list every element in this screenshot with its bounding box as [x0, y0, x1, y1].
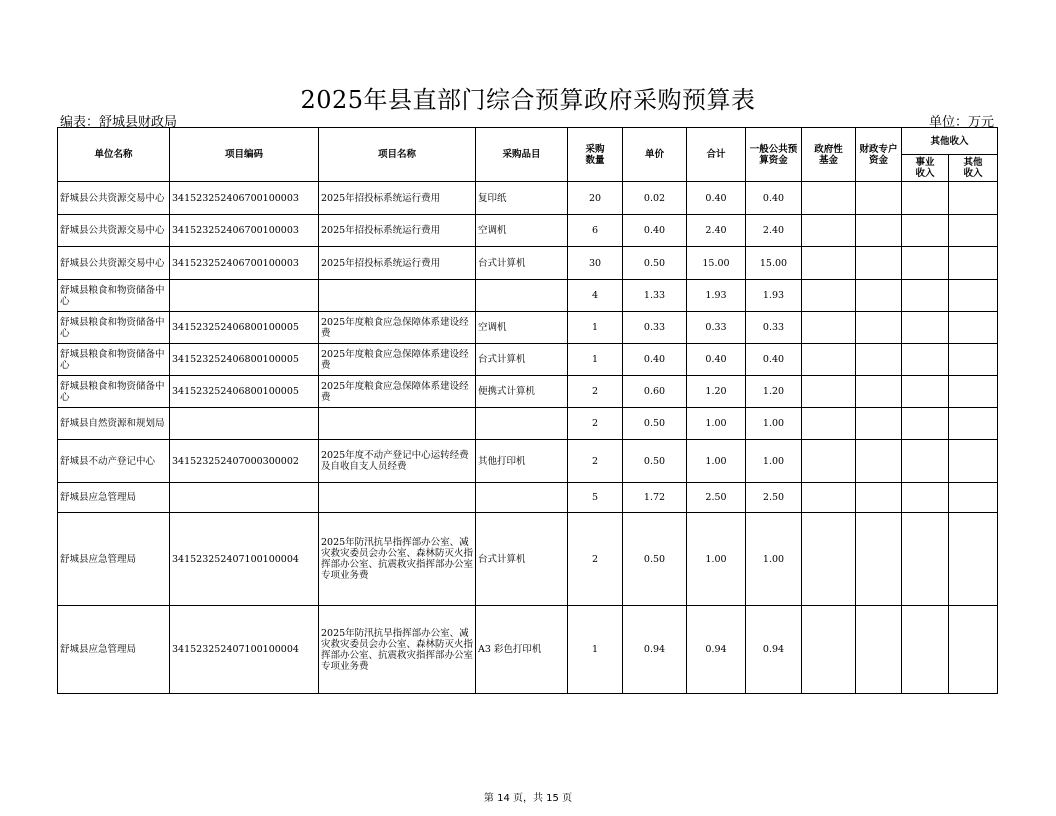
header-government-fund: 政府性 基金: [802, 128, 856, 182]
header-quantity: 采购 数量: [568, 128, 623, 182]
procurement-item-cell: 台式计算机: [476, 344, 568, 376]
other-income-cell: [949, 606, 998, 694]
unit-price-cell: 0.50: [623, 408, 687, 440]
header-other-income-group: 其他收入: [902, 128, 998, 155]
project-name-cell: 2025年招投标系统运行费用: [319, 215, 476, 247]
special-account-cell: [856, 483, 902, 513]
unit-name-cell: 舒城县公共资源交易中心: [58, 215, 170, 247]
project-code-cell: 341523252406800100005: [170, 344, 319, 376]
table-row: [58, 247, 998, 280]
procurement-item-cell: 空调机: [476, 215, 568, 247]
header-other-income: 其他 收入: [949, 155, 998, 182]
quantity-cell: 2: [568, 513, 623, 606]
table-row: [58, 376, 998, 408]
procurement-item-cell: 台式计算机: [476, 247, 568, 280]
quantity-cell: 1: [568, 344, 623, 376]
unit-name-cell: 舒城县粮食和物资储备中心: [58, 376, 170, 408]
table-row: [58, 215, 998, 247]
total-cell: 1.20: [687, 376, 746, 408]
project-name-cell: [319, 280, 476, 312]
project-code-cell: [170, 408, 319, 440]
unit-name-cell: 舒城县应急管理局: [58, 483, 170, 513]
total-cell: 1.00: [687, 513, 746, 606]
project-name-cell: 2025年招投标系统运行费用: [319, 247, 476, 280]
unit-name-cell: 舒城县公共资源交易中心: [58, 247, 170, 280]
total-cell: 2.40: [687, 215, 746, 247]
government-fund-cell: [802, 247, 856, 280]
other-income-cell: [949, 215, 998, 247]
special-account-cell: [856, 376, 902, 408]
government-fund-cell: [802, 280, 856, 312]
other-income-cell: [949, 408, 998, 440]
table-row: [58, 483, 998, 513]
quantity-cell: 6: [568, 215, 623, 247]
unit-price-cell: 0.02: [623, 182, 687, 215]
table-body: [58, 182, 998, 694]
other-income-cell: [949, 376, 998, 408]
total-cell: 2.50: [687, 483, 746, 513]
project-name-cell: 2025年防汛抗旱指挥部办公室、减灾救灾委员会办公室、森林防灭火指挥部办公室、抗震救灾指挥部办公室专项业务费: [319, 513, 476, 606]
header-unit-name: 单位名称: [58, 128, 170, 182]
total-cell: 0.94: [687, 606, 746, 694]
table-row: [58, 440, 998, 483]
document-title: 2025年县直部门综合预算政府采购预算表: [300, 86, 756, 114]
quantity-cell: 20: [568, 182, 623, 215]
business-income-cell: [902, 312, 949, 344]
total-cell: 1.93: [687, 280, 746, 312]
general-budget-cell: 1.93: [746, 280, 802, 312]
procurement-item-cell: [476, 483, 568, 513]
unit-price-cell: 1.72: [623, 483, 687, 513]
unit-price-cell: 1.33: [623, 280, 687, 312]
other-income-cell: [949, 440, 998, 483]
other-income-cell: [949, 280, 998, 312]
procurement-item-cell: 台式计算机: [476, 513, 568, 606]
header-special-account: 财政专户 资金: [856, 128, 902, 182]
total-cell: 0.40: [687, 182, 746, 215]
procurement-item-cell: [476, 280, 568, 312]
procurement-budget-table: [57, 127, 998, 694]
special-account-cell: [856, 408, 902, 440]
table-row: [58, 513, 998, 606]
project-name-cell: 2025年度粮食应急保障体系建设经费: [319, 344, 476, 376]
quantity-cell: 5: [568, 483, 623, 513]
procurement-item-cell: A3 彩色打印机: [476, 606, 568, 694]
general-budget-cell: 1.20: [746, 376, 802, 408]
quantity-cell: 4: [568, 280, 623, 312]
government-fund-cell: [802, 408, 856, 440]
unit-name-cell: 舒城县应急管理局: [58, 513, 170, 606]
project-code-cell: 341523252406800100005: [170, 376, 319, 408]
project-code-cell: [170, 483, 319, 513]
project-name-cell: 2025年度粮食应急保障体系建设经费: [319, 376, 476, 408]
business-income-cell: [902, 247, 949, 280]
unit-label: 单位：万元: [928, 115, 994, 130]
header-total: 合计: [687, 128, 746, 182]
business-income-cell: [902, 182, 949, 215]
government-fund-cell: [802, 312, 856, 344]
unit-price-cell: 0.33: [623, 312, 687, 344]
unit-name-cell: 舒城县粮食和物资储备中心: [58, 344, 170, 376]
general-budget-cell: 0.33: [746, 312, 802, 344]
general-budget-cell: 1.00: [746, 408, 802, 440]
quantity-cell: 2: [568, 440, 623, 483]
header-procurement-item: 采购品目: [476, 128, 568, 182]
general-budget-cell: 1.00: [746, 513, 802, 606]
procurement-item-cell: 复印纸: [476, 182, 568, 215]
table-row: [58, 408, 998, 440]
business-income-cell: [902, 215, 949, 247]
table-row: [58, 182, 998, 215]
special-account-cell: [856, 606, 902, 694]
project-code-cell: 341523252407000300002: [170, 440, 319, 483]
project-code-cell: 341523252406700100003: [170, 215, 319, 247]
business-income-cell: [902, 344, 949, 376]
business-income-cell: [902, 513, 949, 606]
government-fund-cell: [802, 215, 856, 247]
other-income-cell: [949, 513, 998, 606]
table-row: [58, 312, 998, 344]
quantity-cell: 2: [568, 376, 623, 408]
government-fund-cell: [802, 440, 856, 483]
government-fund-cell: [802, 182, 856, 215]
project-name-cell: 2025年度不动产登记中心运转经费及自收自支人员经费: [319, 440, 476, 483]
header-unit-price: 单价: [623, 128, 687, 182]
procurement-item-cell: 其他打印机: [476, 440, 568, 483]
special-account-cell: [856, 312, 902, 344]
business-income-cell: [902, 280, 949, 312]
business-income-cell: [902, 408, 949, 440]
other-income-cell: [949, 247, 998, 280]
total-cell: 1.00: [687, 408, 746, 440]
unit-price-cell: 0.50: [623, 440, 687, 483]
project-code-cell: 341523252407100100004: [170, 606, 319, 694]
unit-name-cell: 舒城县应急管理局: [58, 606, 170, 694]
business-income-cell: [902, 606, 949, 694]
unit-name-cell: 舒城县自然资源和规划局: [58, 408, 170, 440]
page-number: 第 14 页，共 15 页: [483, 793, 573, 804]
total-cell: 0.40: [687, 344, 746, 376]
project-code-cell: 341523252406700100003: [170, 182, 319, 215]
other-income-cell: [949, 312, 998, 344]
quantity-cell: 1: [568, 606, 623, 694]
quantity-cell: 2: [568, 408, 623, 440]
procurement-item-cell: [476, 408, 568, 440]
government-fund-cell: [802, 606, 856, 694]
total-cell: 0.33: [687, 312, 746, 344]
unit-price-cell: 0.94: [623, 606, 687, 694]
special-account-cell: [856, 182, 902, 215]
unit-name-cell: 舒城县不动产登记中心: [58, 440, 170, 483]
general-budget-cell: 0.40: [746, 344, 802, 376]
procurement-item-cell: 空调机: [476, 312, 568, 344]
unit-price-cell: 0.50: [623, 247, 687, 280]
general-budget-cell: 2.40: [746, 215, 802, 247]
header-project-name: 项目名称: [319, 128, 476, 182]
other-income-cell: [949, 182, 998, 215]
procurement-item-cell: 便携式计算机: [476, 376, 568, 408]
special-account-cell: [856, 344, 902, 376]
government-fund-cell: [802, 376, 856, 408]
special-account-cell: [856, 513, 902, 606]
special-account-cell: [856, 247, 902, 280]
business-income-cell: [902, 440, 949, 483]
project-code-cell: [170, 280, 319, 312]
general-budget-cell: 2.50: [746, 483, 802, 513]
special-account-cell: [856, 440, 902, 483]
quantity-cell: 1: [568, 312, 623, 344]
unit-price-cell: 0.40: [623, 215, 687, 247]
unit-price-cell: 0.40: [623, 344, 687, 376]
table-row: [58, 344, 998, 376]
general-budget-cell: 1.00: [746, 440, 802, 483]
special-account-cell: [856, 280, 902, 312]
government-fund-cell: [802, 344, 856, 376]
header-project-code: 项目编码: [170, 128, 319, 182]
government-fund-cell: [802, 483, 856, 513]
unit-name-cell: 舒城县粮食和物资储备中心: [58, 312, 170, 344]
quantity-cell: 30: [568, 247, 623, 280]
general-budget-cell: 0.40: [746, 182, 802, 215]
business-income-cell: [902, 483, 949, 513]
project-name-cell: [319, 483, 476, 513]
header-business-income: 事业 收入: [902, 155, 949, 182]
project-name-cell: 2025年招投标系统运行费用: [319, 182, 476, 215]
special-account-cell: [856, 215, 902, 247]
compiler-label: 编表：舒城县财政局: [60, 115, 178, 130]
government-fund-cell: [802, 513, 856, 606]
project-name-cell: [319, 408, 476, 440]
general-budget-cell: 0.94: [746, 606, 802, 694]
header-general-budget: 一般公共预 算资金: [746, 128, 802, 182]
project-name-cell: 2025年防汛抗旱指挥部办公室、减灾救灾委员会办公室、森林防灭火指挥部办公室、抗震救灾指挥部办公室专项业务费: [319, 606, 476, 694]
unit-price-cell: 0.60: [623, 376, 687, 408]
project-code-cell: 341523252407100100004: [170, 513, 319, 606]
total-cell: 1.00: [687, 440, 746, 483]
unit-price-cell: 0.50: [623, 513, 687, 606]
other-income-cell: [949, 344, 998, 376]
unit-name-cell: 舒城县公共资源交易中心: [58, 182, 170, 215]
total-cell: 15.00: [687, 247, 746, 280]
general-budget-cell: 15.00: [746, 247, 802, 280]
table-row: [58, 606, 998, 694]
business-income-cell: [902, 376, 949, 408]
project-name-cell: 2025年度粮食应急保障体系建设经费: [319, 312, 476, 344]
other-income-cell: [949, 483, 998, 513]
table-row: [58, 280, 998, 312]
project-code-cell: 341523252406800100005: [170, 312, 319, 344]
unit-name-cell: 舒城县粮食和物资储备中心: [58, 280, 170, 312]
project-code-cell: 341523252406700100003: [170, 247, 319, 280]
